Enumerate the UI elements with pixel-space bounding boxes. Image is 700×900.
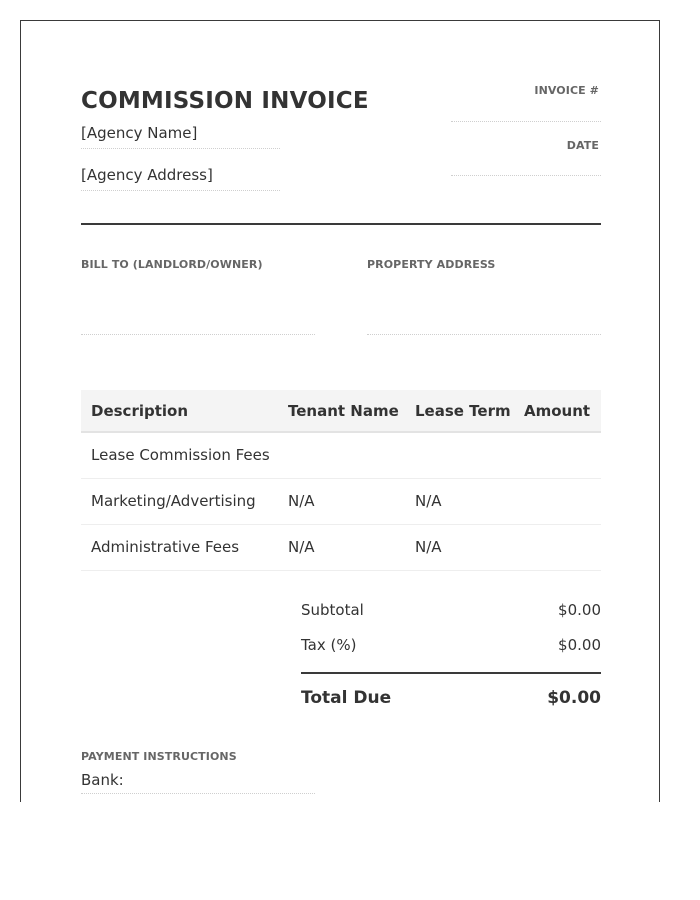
- column-header: Lease Term: [405, 390, 514, 432]
- column-header: Amount: [514, 390, 601, 432]
- total-due-row: [301, 688, 601, 712]
- total-due-value: $0.00: [547, 688, 601, 708]
- table-header-row: [81, 390, 601, 432]
- table-cell[interactable]: Administrative Fees: [81, 524, 278, 570]
- column-header: Description: [81, 390, 278, 432]
- table-cell[interactable]: [514, 478, 601, 524]
- agency-name-field[interactable]: [Agency Name]: [81, 123, 280, 149]
- subtotal-row: [301, 601, 601, 621]
- bill-to-label: BILL TO (LANDLORD/OWNER): [81, 258, 263, 271]
- table-cell[interactable]: [514, 524, 601, 570]
- column-header: Tenant Name: [278, 390, 405, 432]
- bank-field[interactable]: [81, 771, 315, 794]
- table-cell[interactable]: N/A: [278, 524, 405, 570]
- line-items-table: [81, 390, 601, 571]
- table-row: [81, 432, 601, 478]
- date-field[interactable]: [451, 155, 601, 176]
- table-cell[interactable]: N/A: [405, 478, 514, 524]
- subtotal-label: Subtotal: [301, 601, 364, 619]
- invoice-number-label: INVOICE #: [534, 84, 599, 97]
- bank-label: Bank:: [81, 771, 124, 789]
- invoice-sheet: [20, 20, 660, 802]
- agency-address-field[interactable]: [Agency Address]: [81, 165, 280, 191]
- table-cell[interactable]: N/A: [405, 524, 514, 570]
- table-row: [81, 524, 601, 570]
- table-row: [81, 478, 601, 524]
- table-cell[interactable]: Lease Commission Fees: [81, 432, 278, 478]
- table-cell[interactable]: [405, 432, 514, 478]
- tax-label: Tax (%): [301, 636, 357, 654]
- header-divider: [81, 223, 601, 225]
- table-cell[interactable]: N/A: [278, 478, 405, 524]
- table-cell[interactable]: Marketing/Advertising: [81, 478, 278, 524]
- payment-instructions-label: PAYMENT INSTRUCTIONS: [81, 750, 237, 763]
- totals-divider: [301, 672, 601, 674]
- total-due-label: Total Due: [301, 688, 392, 708]
- invoice-number-field[interactable]: [451, 101, 601, 122]
- table-cell[interactable]: [514, 432, 601, 478]
- property-address-label: PROPERTY ADDRESS: [367, 258, 496, 271]
- invoice-title: COMMISSION INVOICE: [81, 88, 369, 114]
- tax-value: $0.00: [558, 636, 601, 654]
- property-address-field[interactable]: [367, 275, 601, 335]
- table-cell[interactable]: [278, 432, 405, 478]
- bill-to-field[interactable]: [81, 275, 315, 335]
- date-label: DATE: [566, 139, 599, 152]
- tax-row: [301, 636, 601, 656]
- subtotal-value: $0.00: [558, 601, 601, 619]
